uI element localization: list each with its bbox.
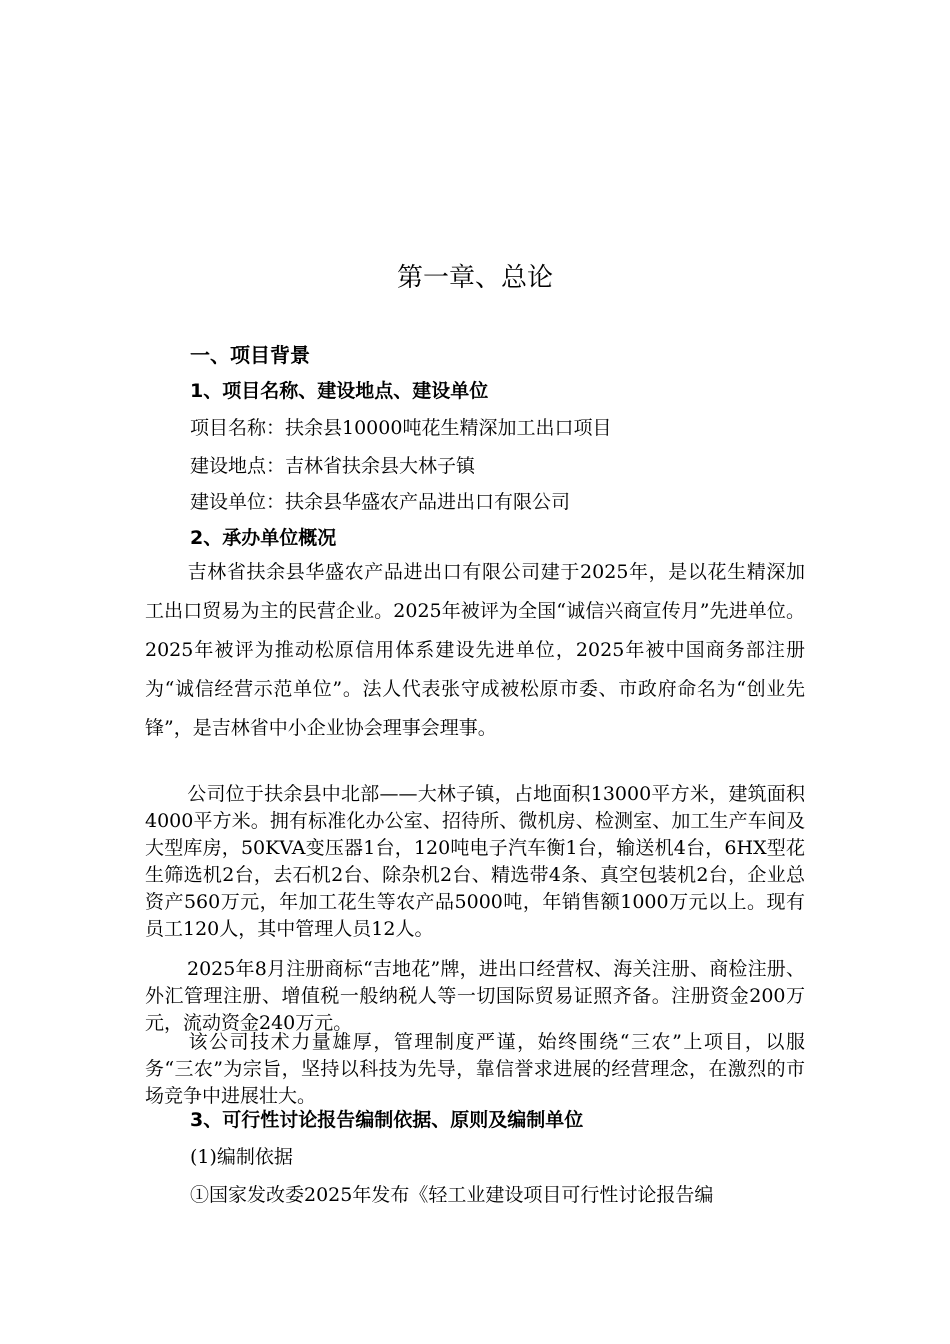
subsection-heading-company: 2、承办单位概况 bbox=[190, 527, 337, 549]
company-philosophy-paragraph bbox=[145, 1029, 805, 1110]
basis-heading: (1)编制依据 bbox=[190, 1146, 293, 1168]
company-registration-paragraph bbox=[145, 956, 805, 1037]
project-name-line: 项目名称：扶余县10000吨花生精深加工出口项目 bbox=[190, 417, 612, 439]
company-facilities-paragraph bbox=[145, 781, 805, 943]
company-facilities-text: 公司位于扶余县中北部——大林子镇，占地面积13000平方米，建筑面积4000平方米。拥有标准化办公室、招待所、微机房、检测室、加工生产车间及大型库房，50KVA变压器1台，120吨电子汽车衡1台，输送机4台，6HX型花生筛选机2台，去石机2台、除杂机2台、精选带4条、真空包装机2台，企业总资产560万元，年加工花生等农产品5000吨，年销售额1000万元以上。现有员工120人，其中管理人员12人。 bbox=[145, 783, 805, 940]
section-heading-background: 一、项目背景 bbox=[190, 343, 310, 367]
company-philosophy-text: 该公司技术力量雄厚，管理制度严谨，始终围绕“三农”上项目，以服务“三农”为宗旨，坚持以科技为先导，靠信誉求进展的经营理念，在激烈的市场竞争中进展壮大。 bbox=[145, 1031, 805, 1107]
project-unit-line: 建设单位：扶余县华盛农产品进出口有限公司 bbox=[190, 491, 571, 513]
company-overview-text: 吉林省扶余县华盛农产品进出口有限公司建于2025年，是以花生精深加工出口贸易为主的民营企业。2025年被评为全国“诚信兴商宣传月”先进单位。2025年被评为推动松原信用体系建设先进单位，2025年被中国商务部注册为“诚信经营示范单位”。法人代表张守成被松原市委、市政府命名为“创业先锋”，是吉林省中小企业协会理事会理事。 bbox=[145, 561, 805, 739]
project-location-line: 建设地点：吉林省扶余县大林子镇 bbox=[190, 455, 476, 477]
chapter-title: 第一章、总论 bbox=[396, 263, 553, 293]
basis-item-1: ①国家发改委2025年发布《轻工业建设项目可行性讨论报告编 bbox=[190, 1184, 714, 1206]
subsection-heading-project: 1、项目名称、建设地点、建设单位 bbox=[190, 380, 489, 402]
company-registration-text: 2025年8月注册商标“吉地花”牌，进出口经营权、海关注册、商检注册、外汇管理注册、增值税一般纳税人等一切国际贸易证照齐备。注册资金200万元，流动资金240万元。 bbox=[145, 958, 805, 1034]
company-overview-paragraph bbox=[145, 553, 805, 748]
subsection-heading-report-basis: 3、可行性讨论报告编制依据、原则及编制单位 bbox=[190, 1109, 584, 1131]
